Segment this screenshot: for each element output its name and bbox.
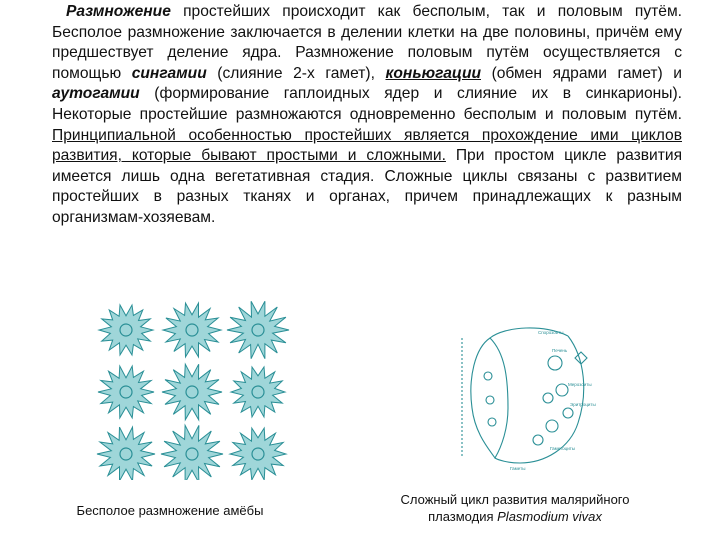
diagram-label-gametocytes: Гаметоциты (550, 446, 576, 451)
amoeba-cell (163, 303, 221, 357)
term-syngamy: сингамии (131, 64, 207, 82)
amoeba-cell (230, 428, 286, 480)
amoeba-cell (98, 366, 154, 418)
amoeba-cell (227, 301, 289, 358)
right-figure-caption (350, 491, 680, 525)
left-figure-caption: Бесполое размножение амёбы (76, 503, 264, 518)
term-autogamy: аутогамии (52, 85, 140, 103)
diagram-label-merozoites: Мерозоиты (568, 382, 592, 387)
diagram-label-erythrocytes: Эритроциты (570, 402, 596, 407)
amoeba-cell (231, 367, 285, 417)
text-segment-5: При простом цикле развития имеется лишь одна вегетативная стадия. Сложные циклы связаны с развитием простейших в разных тканях и органах, причем принадлежащих к разным организмам-хозяевам. (52, 147, 683, 226)
underlined-statement: Принципиальной особенностью простейших является прохождение ими циклов развития, которые бывают простыми и сложными. (52, 126, 682, 165)
right-caption-prefix: плазмодия (428, 509, 498, 524)
text-segment-1: простейших происходит как бесполым, так и половым путём. Бесполое размножение заключается в делении клетки на две половины, причём ему предшествует деление ядра. Размножение половым путём осуществляется с помощью (52, 3, 682, 82)
right-caption-species: Plasmodium vivax (497, 509, 602, 524)
diagram-label-sporozoites: Спорозоиты (538, 330, 564, 335)
right-caption-line-2 (350, 508, 680, 525)
text-segment-4: (формирование гаплоидных ядер и слияние их в синкарионы). Некоторые простейшие размножаются одновременно бесполым и половым путём. (52, 85, 682, 123)
term-reproduction: Размножение (66, 3, 171, 20)
amoeba-cell (162, 364, 222, 420)
text-segment-2: (слияние 2-х гамет), (206, 64, 386, 82)
cycle-path-right (520, 336, 584, 463)
right-caption-line-1: Сложный цикл развития малярийного (400, 492, 630, 507)
term-conjugation: коньюгации (385, 64, 481, 82)
diagram-label-liver: Печень (552, 348, 568, 353)
amoeba-cell (99, 305, 153, 355)
text-segment-3: (обмен ядрами гамет) и (481, 64, 682, 82)
mosquito-outline (471, 338, 508, 458)
amoeba-cell (161, 425, 223, 480)
amoeba-cells (97, 301, 289, 480)
main-paragraph (52, 2, 682, 229)
amoeba-division-figure (92, 300, 292, 480)
plasmodium-cycle-diagram (450, 318, 600, 478)
amoeba-cell (97, 427, 155, 480)
diagram-label-gametes: Гаметы (510, 466, 526, 471)
